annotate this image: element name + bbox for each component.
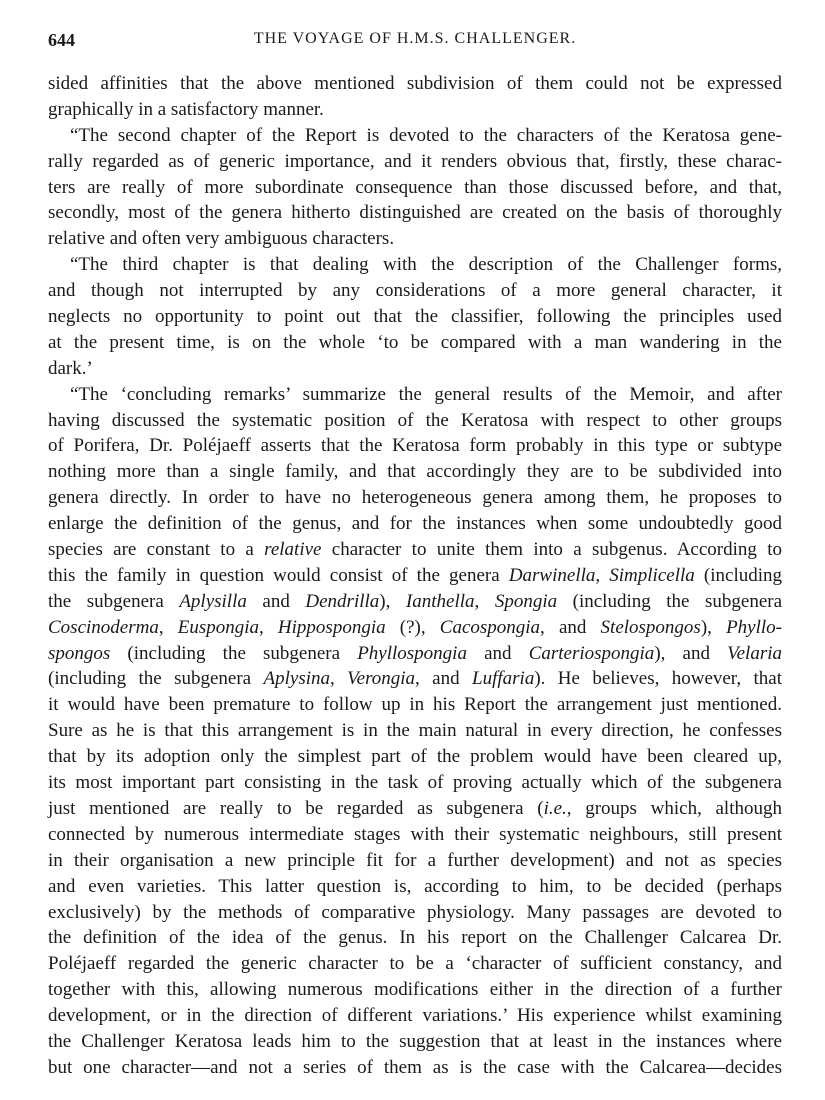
- text-line: [48, 330, 782, 356]
- text-line: [48, 615, 782, 641]
- text-span: ,: [158, 616, 178, 638]
- text-span: (including the subgenera: [48, 668, 264, 690]
- text-line: [48, 226, 782, 252]
- italic-term: Coscinoderma: [48, 616, 159, 638]
- text-span: ,: [474, 590, 495, 612]
- text-span: genera directly. In order to have no heterogeneous genera among them, he proposes to: [48, 487, 782, 509]
- text-span: and even varieties. This latter question is, according to him, to be decided (perhaps: [48, 875, 782, 897]
- text-line: [48, 770, 782, 796]
- text-span: ). He believes, however, that: [534, 668, 782, 690]
- text-line: [48, 252, 782, 278]
- text-line: [48, 459, 782, 485]
- text-span: neglects no opportunity to point out that the classifier, following the principles used: [48, 306, 782, 328]
- text-span: development, or in the direction of different variations.’ His experience whilst examining: [48, 1005, 782, 1027]
- text-line: [48, 433, 782, 459]
- text-span: ,: [259, 616, 278, 638]
- text-span: and: [246, 590, 306, 612]
- italic-term: Luffaria: [472, 668, 535, 690]
- text-span: ), and: [654, 642, 728, 664]
- text-line: [48, 848, 782, 874]
- italic-term: relative: [264, 539, 322, 561]
- text-span: , and: [540, 616, 601, 638]
- text-line: [48, 382, 782, 408]
- italic-term: Cacospongia: [439, 616, 541, 638]
- text-span: of Porifera, Dr. Poléjaeff asserts that the Keratosa form probably in this type or subtype: [48, 435, 782, 457]
- text-span: (including the subgenera: [557, 590, 783, 612]
- text-span: together with this, allowing numerous modifications either in the direction of a further: [48, 979, 782, 1001]
- page-header: [48, 30, 782, 54]
- text-span: (?),: [385, 616, 440, 638]
- body-text: [48, 71, 782, 1081]
- text-span: , and: [415, 668, 473, 690]
- italic-term: Darwinella: [508, 564, 596, 586]
- text-line: [48, 1055, 782, 1081]
- text-span: ),: [700, 616, 727, 638]
- text-line: [48, 589, 782, 615]
- text-span: and though not interrupted by any considerations of a more general character, it: [48, 280, 782, 302]
- text-line: [48, 641, 782, 667]
- text-line: [48, 977, 782, 1003]
- text-span: it would have been premature to follow up in his Report the arrangement just mentioned.: [48, 694, 782, 716]
- italic-term: Simplicella: [609, 564, 695, 586]
- text-line: [48, 718, 782, 744]
- italic-term: Verongia: [347, 668, 416, 690]
- text-span: enlarge the definition of the genus, and for the instances when some undoubtedly good: [48, 513, 782, 535]
- text-span: just mentioned are really to be regarded as subgenera (: [48, 797, 544, 819]
- text-span: ,: [330, 668, 348, 690]
- text-span: , groups which, although: [566, 797, 782, 819]
- italic-term: Spongia: [494, 590, 558, 612]
- text-span: dark.’: [48, 357, 93, 379]
- italic-term: Euspongia: [177, 616, 260, 638]
- text-line: [48, 900, 782, 926]
- text-span: ters are really of more subordinate consequence than those discussed before, and that,: [48, 176, 782, 198]
- text-span: but one character—and not a series of them as is the case with the Calcarea—decides: [48, 1056, 782, 1078]
- text-span: graphically in a satisfactory manner.: [48, 98, 324, 120]
- text-span: rally regarded as of generic importance, and it renders obvious that, firstly, these charac-: [48, 150, 782, 172]
- text-line: [48, 97, 782, 123]
- text-span: nothing more than a single family, and that accordingly they are to be subdivided into: [48, 461, 782, 483]
- text-line: [48, 874, 782, 900]
- text-line: [48, 537, 782, 563]
- italic-term: Aplysina: [263, 668, 330, 690]
- text-line: [48, 175, 782, 201]
- text-span: ,: [595, 564, 610, 586]
- text-line: [48, 123, 782, 149]
- italic-term: i.e.: [543, 797, 567, 819]
- text-span: this the family in question would consist of the genera: [48, 564, 509, 586]
- text-span: that by its adoption only the simplest part of the problem would have been cleared up,: [48, 746, 782, 768]
- text-line: [48, 925, 782, 951]
- italic-term: Stelospongos: [600, 616, 701, 638]
- running-title: THE VOYAGE OF H.M.S. CHALLENGER.: [253, 30, 577, 47]
- text-line: [48, 666, 782, 692]
- text-span: and: [466, 642, 529, 664]
- text-line: [48, 200, 782, 226]
- text-span: the definition of the idea of the genus. In his report on the Challenger Calcarea Dr.: [48, 927, 782, 949]
- italic-term: spongos: [48, 642, 111, 664]
- text-span: species are constant to a: [48, 539, 265, 561]
- text-span: the Challenger Keratosa leads him to the suggestion that at least in the instances where: [48, 1030, 782, 1052]
- italic-term: Hippospongia: [277, 616, 386, 638]
- text-line: [48, 408, 782, 434]
- text-line: [48, 71, 782, 97]
- italic-term: Aplysilla: [179, 590, 247, 612]
- text-span: (including: [694, 564, 783, 586]
- italic-term: Dendrilla: [305, 590, 380, 612]
- text-line: [48, 485, 782, 511]
- italic-term: Velaria: [727, 642, 782, 664]
- italic-term: Phyllospongia: [357, 642, 467, 664]
- text-line: [48, 149, 782, 175]
- text-span: “The third chapter is that dealing with the description of the Challenger forms,: [70, 254, 782, 276]
- text-span: “The second chapter of the Report is devoted to the characters of the Keratosa gene-: [70, 124, 782, 146]
- italic-term: Carteriospongia: [528, 642, 655, 664]
- text-span: relative and often very ambiguous characters.: [48, 228, 395, 250]
- text-line: [48, 304, 782, 330]
- text-span: connected by numerous intermediate stages with their systematic neighbours, still present: [48, 823, 782, 845]
- page-number: 644: [48, 30, 75, 50]
- text-line: [48, 796, 782, 822]
- text-span: character to unite them into a subgenus. According to: [321, 539, 782, 561]
- italic-term: Phyllo-: [726, 616, 782, 638]
- text-line: [48, 744, 782, 770]
- text-span: Sure as he is that this arrangement is in the main natural in every direction, he confesses: [48, 720, 782, 742]
- text-line: [48, 278, 782, 304]
- text-span: in their organisation a new principle fit for a further development) and not as species: [48, 849, 782, 871]
- text-span: at the present time, is on the whole ‘to be compared with a man wandering in the: [48, 331, 782, 353]
- text-span: “The ‘concluding remarks’ summarize the general results of the Memoir, and after: [70, 383, 782, 405]
- text-line: [48, 511, 782, 537]
- text-span: Poléjaeff regarded the generic character to be a ‘character of sufficient constancy, and: [48, 953, 782, 975]
- text-line: [48, 951, 782, 977]
- text-line: [48, 563, 782, 589]
- text-span: exclusively) by the methods of comparative physiology. Many passages are devoted to: [48, 901, 782, 923]
- text-line: [48, 692, 782, 718]
- text-line: [48, 356, 782, 382]
- text-line: [48, 822, 782, 848]
- text-span: sided affinities that the above mentioned subdivision of them could not be expressed: [48, 73, 782, 94]
- text-span: (including the subgenera: [110, 642, 358, 664]
- text-span: its most important part consisting in the task of proving actually which of the subgenera: [48, 772, 782, 794]
- text-line: [48, 1029, 782, 1055]
- text-span: secondly, most of the genera hitherto distinguished are created on the basis of thoroughly: [48, 202, 782, 224]
- text-line: [48, 1003, 782, 1029]
- text-span: ),: [379, 590, 406, 612]
- italic-term: Ianthella: [405, 590, 475, 612]
- text-span: the subgenera: [48, 590, 180, 612]
- text-span: having discussed the systematic position of the Keratosa with respect to other groups: [48, 409, 782, 431]
